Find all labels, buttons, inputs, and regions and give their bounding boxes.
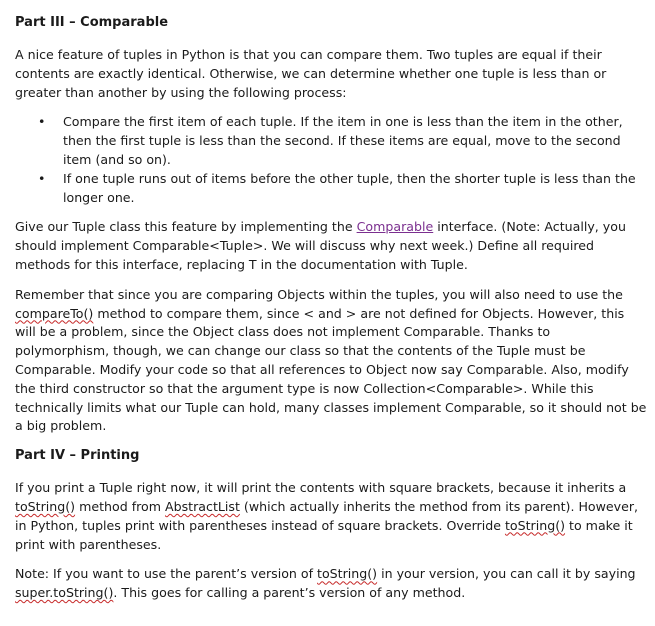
code-tostring: toString() (15, 498, 76, 514)
code-compareto: compareTo() (15, 305, 94, 321)
code-tostring: toString() (504, 517, 566, 533)
paragraph-text: method to compare them, since < and > are not defined for Objects. However, this will be a problem, since the Object class does not implement Comparable. Thanks to polymorphism, though, we can change our class so that the contents of the Tuple must be Comparable. Modify your code so that all references to Object now say Comparable. Also, modify the third constructor so that the argument type is now Collection<Comparable>. While this technically limits what our Tuple can hold, many classes implement Comparable, so it should not be a big problem. (15, 305, 647, 434)
bullet-icon: • (38, 170, 46, 186)
bullet-icon: • (38, 114, 46, 130)
paragraph-text: interface. (Note: Actually, you should implement Comparable<Tuple>. We will discuss why next week.) Define all required methods for this interface, replacing T in the documentation with Tuple. (15, 219, 626, 272)
comparable-link[interactable]: Comparable (356, 219, 434, 235)
paragraph-text: (which actually inherits the method from its parent). However, in Python, tuples print with parentheses instead of square brackets. Override (15, 498, 639, 533)
paragraph-text: method from (75, 498, 166, 514)
paragraph-text: in your version, you can call it by saying (377, 566, 636, 582)
code-tostring: toString() (317, 566, 378, 582)
paragraph-text: If you print a Tuple right now, it will print the contents with square brackets, because it inherits a (15, 480, 627, 496)
paragraph-text: Give our Tuple class this feature by implementing the (15, 219, 357, 235)
implement-comparable-paragraph (15, 218, 647, 274)
list-item (15, 170, 647, 208)
compareto-paragraph (15, 286, 647, 436)
part-iv-heading: Part IV – Printing (15, 448, 140, 464)
comparison-rules-list (15, 113, 647, 207)
list-item-text: If one tuple runs out of items before the other tuple, then the shorter tuple is less than the longer one. (63, 170, 636, 205)
part-iii-intro-paragraph: A nice feature of tuples in Python is that you can compare them. Two tuples are equal if their contents are exactly identical. Otherwise, we can determine whether one tuple is less than or greater than another by using the following process: (15, 47, 607, 100)
printing-paragraph (15, 479, 647, 554)
list-item (15, 113, 647, 169)
document-body (15, 14, 647, 614)
paragraph-text: . This goes for calling a parent’s version of any method. (113, 585, 466, 601)
part-iii-heading: Part III – Comparable (15, 15, 169, 30)
list-item-text: Compare the first item of each tuple. If the item in one is less than the item in the other, then the first tuple is less than the second. If these items are equal, move to the second item (and so on). (63, 114, 623, 167)
paragraph-text: Note: If you want to use the parent’s version of (15, 566, 318, 582)
paragraph-text: Remember that since you are comparing Objects within the tuples, you will also need to use the (15, 286, 623, 302)
code-super-tostring: super.toString() (15, 585, 114, 601)
paragraph-text: to make it print with parentheses. (15, 517, 633, 552)
code-abstractlist: AbstractList (165, 498, 240, 514)
super-tostring-note-paragraph (15, 565, 647, 603)
